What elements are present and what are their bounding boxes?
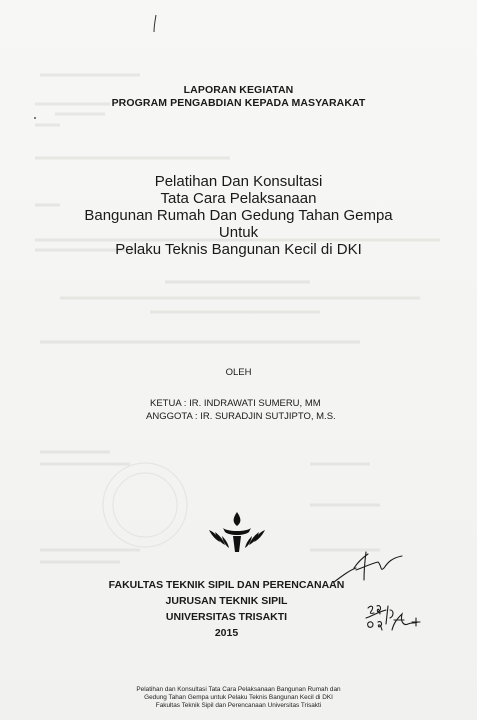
- title-line: Tata Cara Pelaksanaan: [160, 190, 317, 207]
- document-title: [0, 173, 477, 258]
- faculty-name: FAKULTAS TEKNIK SIPIL DAN PERENCANAAN: [108, 579, 345, 591]
- pen-mark: [150, 14, 160, 34]
- anggota-line: ANGGOTA : IR. SURADJIN SUTJIPTO, M.S.: [146, 411, 336, 422]
- title-line: Untuk: [218, 224, 259, 241]
- ketua-line: KETUA : IR. INDRAWATI SUMERU, MM: [150, 398, 321, 409]
- footer-line: Fakultas Teknik Sipil dan Perencanaan Universitas Trisakti: [155, 702, 322, 710]
- speck: [34, 117, 36, 119]
- page-footer: [0, 686, 477, 711]
- footer-line: Gedung Tahan Gempa untuk Pelaku Teknis Bangunan Kecil di DKI: [144, 694, 333, 702]
- university-name: UNIVERSITAS TRISAKTI: [165, 611, 288, 623]
- handwritten-signature: [332, 540, 432, 650]
- title-line: Pelaku Teknis Bangunan Kecil di DKI: [115, 241, 362, 258]
- report-label: LAPORAN KEGIATAN: [183, 84, 294, 96]
- department-name: JURUSAN TEKNIK SIPIL: [165, 595, 288, 607]
- title-line: Bangunan Rumah Dan Gedung Tahan Gempa: [84, 207, 393, 224]
- university-logo: [206, 510, 268, 554]
- oleh-label: OLEH: [225, 367, 252, 378]
- program-label: PROGRAM PENGABDIAN KEPADA MASYARAKAT: [111, 97, 366, 109]
- title-line: Pelatihan Dan Konsultasi: [154, 173, 323, 190]
- footer-line: Pelatihan dan Konsultasi Tata Cara Pelaksanaan Bangunan Rumah dan: [136, 686, 341, 693]
- year: 2015: [214, 627, 239, 639]
